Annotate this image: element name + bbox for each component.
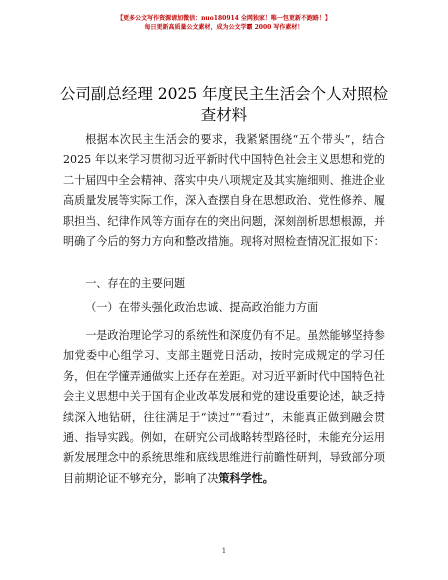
body-paragraph-wrap <box>63 326 385 489</box>
promo-banner-line-2: 每日更新高质量公文素材，成为公文学霸 2000 写作素材！ <box>144 24 304 31</box>
subsection-heading-wrap <box>63 298 385 318</box>
subsection-heading: （一）在带头强化政治忠诚、提高政治能力方面 <box>85 301 319 314</box>
section-heading: 一、存在的主要问题 <box>85 277 186 290</box>
page-number: 1 <box>221 547 227 555</box>
body-paragraph <box>63 326 385 489</box>
section-heading-wrap <box>63 274 385 294</box>
body-paragraph-tail: 策科学性。 <box>218 471 274 485</box>
promo-banner <box>0 14 448 32</box>
intro-paragraph: 根据本次民主生活会的要求，我紧紧围绕“五个带头”，结合 2025 年以来学习贯彻习近平新时代中国特色社会主义思想和党的二十届四中全会精神、落实中央八项规定及其实施细则、推进企业高质量发展等实际工作，深入查摆自身在思想政治、党性修养、履职担当、纪律作风等方面存在的突出问题，深刻剖析思想根源，并明确了今后的努力方向和整改措施。现将对照检查情况汇报如下： <box>63 133 385 249</box>
document-title: 公司副总经理 2025 年度民主生活会个人对照检查材料 <box>59 85 389 124</box>
document-body <box>63 130 385 252</box>
body-paragraph-text: 一是政治理论学习的系统性和深度仍有不足。虽然能够坚持参加党委中心组学习、支部主题党日活动，按时完成规定的学习任务，但在学懂弄通做实上还存在差距。对习近平新时代中国特色社会主义思想中关于国有企业改革发展和党的建设重要论述，缺乏持续深入地钻研，往往满足于“读过”“看过”，未能真正做到融会贯通、指导实践。例如，在研究公司战略转型路径时，未能充分运用新发展理念中的系统思维和底线思维进行前瞻性研判，导致部分项目前期论证不够充分，影响了决 <box>63 329 385 485</box>
promo-banner-line-1: 【更多公文写作资源请加微信：nuo180914 全网独家！唯一包更新不跑路！】 <box>117 15 331 22</box>
